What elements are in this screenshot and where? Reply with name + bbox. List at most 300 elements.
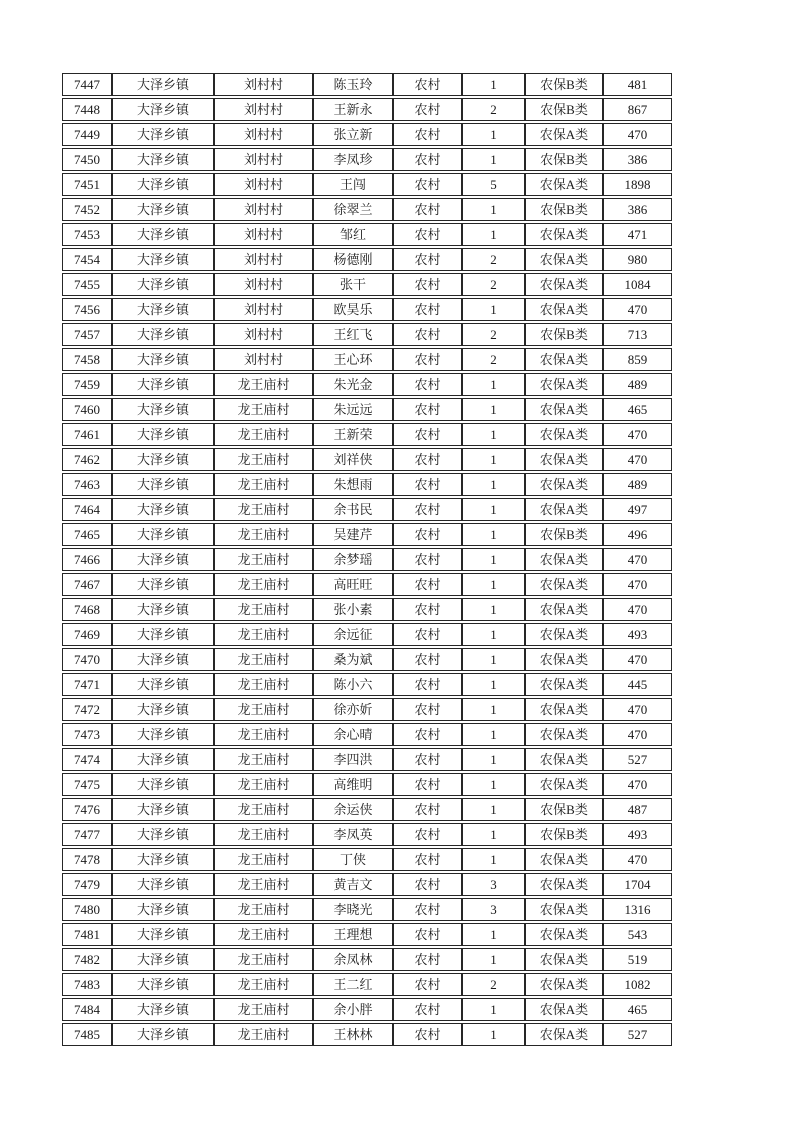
cell-person-name: 余远征 (313, 623, 393, 646)
cell-township: 大泽乡镇 (112, 223, 214, 246)
cell-insurance-type: 农保A类 (525, 748, 603, 771)
cell-person-name: 王新荣 (313, 423, 393, 446)
cell-township: 大泽乡镇 (112, 848, 214, 871)
cell-insurance-type: 农保A类 (525, 298, 603, 321)
cell-residence-type: 农村 (393, 998, 462, 1021)
cell-residence-type: 农村 (393, 598, 462, 621)
table-row (62, 898, 672, 921)
cell-amount: 713 (603, 323, 672, 346)
table-body (62, 73, 672, 1046)
cell-insurance-type: 农保A类 (525, 173, 603, 196)
cell-residence-type: 农村 (393, 98, 462, 121)
cell-person-count: 2 (462, 348, 525, 371)
cell-residence-type: 农村 (393, 298, 462, 321)
cell-amount: 386 (603, 148, 672, 171)
cell-insurance-type: 农保B类 (525, 823, 603, 846)
cell-residence-type: 农村 (393, 73, 462, 96)
cell-village: 刘村村 (214, 148, 313, 171)
cell-person-count: 1 (462, 223, 525, 246)
table-row (62, 448, 672, 471)
cell-person-count: 1 (462, 148, 525, 171)
cell-insurance-type: 农保A类 (525, 898, 603, 921)
cell-village: 龙王庙村 (214, 898, 313, 921)
cell-person-count: 1 (462, 598, 525, 621)
cell-village: 龙王庙村 (214, 373, 313, 396)
cell-person-name: 王二红 (313, 973, 393, 996)
cell-amount: 445 (603, 673, 672, 696)
cell-residence-type: 农村 (393, 248, 462, 271)
cell-person-count: 1 (462, 373, 525, 396)
cell-seq: 7451 (62, 173, 112, 196)
table-row (62, 748, 672, 771)
cell-seq: 7482 (62, 948, 112, 971)
cell-village: 龙王庙村 (214, 848, 313, 871)
table-row (62, 498, 672, 521)
cell-village: 刘村村 (214, 223, 313, 246)
table-row (62, 148, 672, 171)
table-row (62, 873, 672, 896)
cell-residence-type: 农村 (393, 348, 462, 371)
cell-township: 大泽乡镇 (112, 923, 214, 946)
table-row (62, 248, 672, 271)
cell-seq: 7450 (62, 148, 112, 171)
cell-seq: 7460 (62, 398, 112, 421)
cell-person-name: 徐亦妡 (313, 698, 393, 721)
cell-person-count: 1 (462, 848, 525, 871)
cell-amount: 489 (603, 473, 672, 496)
cell-seq: 7447 (62, 73, 112, 96)
cell-village: 刘村村 (214, 73, 313, 96)
cell-insurance-type: 农保B类 (525, 148, 603, 171)
cell-seq: 7464 (62, 498, 112, 521)
cell-township: 大泽乡镇 (112, 673, 214, 696)
cell-seq: 7472 (62, 698, 112, 721)
cell-village: 龙王庙村 (214, 723, 313, 746)
cell-residence-type: 农村 (393, 398, 462, 421)
cell-township: 大泽乡镇 (112, 298, 214, 321)
cell-person-name: 刘祥侠 (313, 448, 393, 471)
cell-village: 龙王庙村 (214, 798, 313, 821)
cell-township: 大泽乡镇 (112, 173, 214, 196)
cell-township: 大泽乡镇 (112, 748, 214, 771)
cell-person-count: 3 (462, 873, 525, 896)
cell-residence-type: 农村 (393, 573, 462, 596)
cell-person-name: 王闯 (313, 173, 393, 196)
cell-township: 大泽乡镇 (112, 98, 214, 121)
cell-person-count: 1 (462, 723, 525, 746)
cell-village: 龙王庙村 (214, 748, 313, 771)
cell-township: 大泽乡镇 (112, 498, 214, 521)
cell-person-count: 1 (462, 198, 525, 221)
cell-amount: 471 (603, 223, 672, 246)
cell-amount: 470 (603, 648, 672, 671)
cell-person-count: 2 (462, 323, 525, 346)
cell-amount: 496 (603, 523, 672, 546)
cell-amount: 1898 (603, 173, 672, 196)
table-row (62, 1023, 672, 1046)
cell-residence-type: 农村 (393, 423, 462, 446)
cell-residence-type: 农村 (393, 698, 462, 721)
cell-township: 大泽乡镇 (112, 348, 214, 371)
cell-person-name: 徐翠兰 (313, 198, 393, 221)
cell-amount: 859 (603, 348, 672, 371)
cell-person-count: 2 (462, 973, 525, 996)
cell-township: 大泽乡镇 (112, 873, 214, 896)
cell-amount: 527 (603, 1023, 672, 1046)
cell-person-name: 朱想雨 (313, 473, 393, 496)
cell-seq: 7457 (62, 323, 112, 346)
cell-insurance-type: 农保A类 (525, 273, 603, 296)
cell-township: 大泽乡镇 (112, 523, 214, 546)
table-row (62, 973, 672, 996)
cell-residence-type: 农村 (393, 548, 462, 571)
cell-township: 大泽乡镇 (112, 473, 214, 496)
table-row (62, 323, 672, 346)
cell-insurance-type: 农保A类 (525, 348, 603, 371)
cell-person-count: 1 (462, 123, 525, 146)
cell-person-name: 桑为斌 (313, 648, 393, 671)
cell-person-name: 张干 (313, 273, 393, 296)
cell-seq: 7453 (62, 223, 112, 246)
cell-residence-type: 农村 (393, 773, 462, 796)
cell-seq: 7458 (62, 348, 112, 371)
cell-person-count: 1 (462, 448, 525, 471)
cell-amount: 493 (603, 823, 672, 846)
cell-insurance-type: 农保A类 (525, 573, 603, 596)
cell-person-name: 张小素 (313, 598, 393, 621)
cell-person-name: 黄吉文 (313, 873, 393, 896)
cell-seq: 7473 (62, 723, 112, 746)
cell-seq: 7471 (62, 673, 112, 696)
cell-person-count: 2 (462, 98, 525, 121)
cell-insurance-type: 农保A类 (525, 923, 603, 946)
cell-residence-type: 农村 (393, 848, 462, 871)
cell-amount: 470 (603, 598, 672, 621)
cell-township: 大泽乡镇 (112, 648, 214, 671)
cell-insurance-type: 农保A类 (525, 698, 603, 721)
cell-person-count: 1 (462, 523, 525, 546)
cell-residence-type: 农村 (393, 948, 462, 971)
cell-person-count: 1 (462, 923, 525, 946)
cell-person-name: 李凤英 (313, 823, 393, 846)
cell-township: 大泽乡镇 (112, 323, 214, 346)
cell-person-name: 余梦瑶 (313, 548, 393, 571)
cell-seq: 7456 (62, 298, 112, 321)
cell-amount: 497 (603, 498, 672, 521)
cell-amount: 386 (603, 198, 672, 221)
cell-person-count: 1 (462, 948, 525, 971)
table-row (62, 223, 672, 246)
cell-seq: 7462 (62, 448, 112, 471)
cell-township: 大泽乡镇 (112, 548, 214, 571)
cell-residence-type: 农村 (393, 448, 462, 471)
cell-seq: 7461 (62, 423, 112, 446)
cell-residence-type: 农村 (393, 473, 462, 496)
table-row (62, 623, 672, 646)
cell-insurance-type: 农保A类 (525, 423, 603, 446)
cell-township: 大泽乡镇 (112, 773, 214, 796)
table-row (62, 473, 672, 496)
cell-township: 大泽乡镇 (112, 948, 214, 971)
cell-residence-type: 农村 (393, 498, 462, 521)
cell-insurance-type: 农保A类 (525, 948, 603, 971)
cell-village: 龙王庙村 (214, 923, 313, 946)
cell-village: 龙王庙村 (214, 998, 313, 1021)
cell-village: 刘村村 (214, 123, 313, 146)
cell-person-name: 高旺旺 (313, 573, 393, 596)
cell-insurance-type: 农保A类 (525, 723, 603, 746)
cell-village: 龙王庙村 (214, 698, 313, 721)
table-row (62, 698, 672, 721)
cell-village: 龙王庙村 (214, 623, 313, 646)
cell-village: 刘村村 (214, 298, 313, 321)
cell-seq: 7467 (62, 573, 112, 596)
cell-village: 龙王庙村 (214, 773, 313, 796)
table-row (62, 573, 672, 596)
cell-person-name: 丁侠 (313, 848, 393, 871)
cell-residence-type: 农村 (393, 823, 462, 846)
cell-seq: 7448 (62, 98, 112, 121)
cell-person-count: 1 (462, 498, 525, 521)
cell-person-name: 吴建芹 (313, 523, 393, 546)
cell-person-count: 1 (462, 573, 525, 596)
cell-insurance-type: 农保A类 (525, 448, 603, 471)
cell-seq: 7470 (62, 648, 112, 671)
cell-village: 龙王庙村 (214, 648, 313, 671)
cell-amount: 543 (603, 923, 672, 946)
cell-village: 龙王庙村 (214, 873, 313, 896)
cell-amount: 470 (603, 448, 672, 471)
cell-person-count: 1 (462, 1023, 525, 1046)
cell-person-count: 1 (462, 298, 525, 321)
cell-person-count: 1 (462, 623, 525, 646)
cell-residence-type: 农村 (393, 123, 462, 146)
cell-insurance-type: 农保B类 (525, 73, 603, 96)
cell-seq: 7485 (62, 1023, 112, 1046)
cell-township: 大泽乡镇 (112, 598, 214, 621)
cell-township: 大泽乡镇 (112, 898, 214, 921)
cell-amount: 470 (603, 548, 672, 571)
cell-insurance-type: 农保A类 (525, 773, 603, 796)
cell-amount: 1084 (603, 273, 672, 296)
table-row (62, 548, 672, 571)
cell-insurance-type: 农保B类 (525, 323, 603, 346)
table-row (62, 723, 672, 746)
cell-insurance-type: 农保A类 (525, 473, 603, 496)
cell-village: 龙王庙村 (214, 1023, 313, 1046)
cell-township: 大泽乡镇 (112, 623, 214, 646)
cell-amount: 519 (603, 948, 672, 971)
cell-person-count: 1 (462, 73, 525, 96)
cell-person-name: 陈玉玲 (313, 73, 393, 96)
cell-person-count: 1 (462, 998, 525, 1021)
table-row (62, 648, 672, 671)
cell-township: 大泽乡镇 (112, 723, 214, 746)
cell-person-name: 余运侠 (313, 798, 393, 821)
cell-township: 大泽乡镇 (112, 248, 214, 271)
cell-residence-type: 农村 (393, 223, 462, 246)
cell-person-count: 1 (462, 648, 525, 671)
cell-residence-type: 农村 (393, 148, 462, 171)
cell-seq: 7481 (62, 923, 112, 946)
cell-person-count: 5 (462, 173, 525, 196)
table-row (62, 298, 672, 321)
cell-insurance-type: 农保A类 (525, 498, 603, 521)
cell-amount: 470 (603, 573, 672, 596)
cell-township: 大泽乡镇 (112, 798, 214, 821)
cell-village: 刘村村 (214, 348, 313, 371)
cell-insurance-type: 农保A类 (525, 848, 603, 871)
cell-insurance-type: 农保A类 (525, 548, 603, 571)
cell-seq: 7466 (62, 548, 112, 571)
cell-seq: 7459 (62, 373, 112, 396)
cell-seq: 7465 (62, 523, 112, 546)
cell-insurance-type: 农保B类 (525, 798, 603, 821)
cell-amount: 489 (603, 373, 672, 396)
cell-seq: 7468 (62, 598, 112, 621)
cell-residence-type: 农村 (393, 273, 462, 296)
cell-insurance-type: 农保A类 (525, 1023, 603, 1046)
cell-village: 刘村村 (214, 248, 313, 271)
cell-residence-type: 农村 (393, 1023, 462, 1046)
cell-amount: 867 (603, 98, 672, 121)
cell-seq: 7463 (62, 473, 112, 496)
cell-insurance-type: 农保A类 (525, 248, 603, 271)
cell-village: 龙王庙村 (214, 973, 313, 996)
cell-village: 刘村村 (214, 323, 313, 346)
cell-township: 大泽乡镇 (112, 73, 214, 96)
cell-village: 龙王庙村 (214, 423, 313, 446)
cell-amount: 1082 (603, 973, 672, 996)
cell-person-name: 王理想 (313, 923, 393, 946)
cell-village: 刘村村 (214, 98, 313, 121)
cell-residence-type: 农村 (393, 648, 462, 671)
table-row (62, 948, 672, 971)
table-row (62, 373, 672, 396)
cell-person-count: 1 (462, 398, 525, 421)
cell-person-name: 朱远远 (313, 398, 393, 421)
cell-person-name: 余凤林 (313, 948, 393, 971)
cell-person-count: 1 (462, 798, 525, 821)
cell-residence-type: 农村 (393, 173, 462, 196)
cell-township: 大泽乡镇 (112, 973, 214, 996)
cell-residence-type: 农村 (393, 873, 462, 896)
cell-residence-type: 农村 (393, 923, 462, 946)
cell-person-count: 1 (462, 773, 525, 796)
cell-amount: 487 (603, 798, 672, 821)
cell-person-name: 王新永 (313, 98, 393, 121)
cell-village: 刘村村 (214, 273, 313, 296)
cell-township: 大泽乡镇 (112, 198, 214, 221)
cell-village: 龙王庙村 (214, 448, 313, 471)
cell-seq: 7455 (62, 273, 112, 296)
table-row (62, 273, 672, 296)
cell-person-count: 1 (462, 548, 525, 571)
cell-amount: 470 (603, 723, 672, 746)
cell-township: 大泽乡镇 (112, 573, 214, 596)
cell-person-name: 王林林 (313, 1023, 393, 1046)
table-row (62, 123, 672, 146)
cell-township: 大泽乡镇 (112, 698, 214, 721)
cell-seq: 7452 (62, 198, 112, 221)
cell-seq: 7476 (62, 798, 112, 821)
cell-amount: 481 (603, 73, 672, 96)
cell-person-name: 李凤珍 (313, 148, 393, 171)
cell-person-name: 王红飞 (313, 323, 393, 346)
cell-seq: 7475 (62, 773, 112, 796)
cell-person-count: 2 (462, 248, 525, 271)
cell-insurance-type: 农保A类 (525, 223, 603, 246)
cell-township: 大泽乡镇 (112, 998, 214, 1021)
cell-village: 龙王庙村 (214, 948, 313, 971)
cell-insurance-type: 农保A类 (525, 598, 603, 621)
cell-insurance-type: 农保A类 (525, 398, 603, 421)
cell-amount: 465 (603, 998, 672, 1021)
cell-amount: 493 (603, 623, 672, 646)
cell-insurance-type: 农保A类 (525, 623, 603, 646)
cell-seq: 7477 (62, 823, 112, 846)
cell-amount: 980 (603, 248, 672, 271)
table-row (62, 798, 672, 821)
cell-person-count: 1 (462, 748, 525, 771)
table-row (62, 348, 672, 371)
cell-person-name: 张立新 (313, 123, 393, 146)
cell-insurance-type: 农保B类 (525, 523, 603, 546)
cell-township: 大泽乡镇 (112, 273, 214, 296)
cell-residence-type: 农村 (393, 373, 462, 396)
cell-person-name: 邹红 (313, 223, 393, 246)
cell-seq: 7449 (62, 123, 112, 146)
cell-residence-type: 农村 (393, 898, 462, 921)
cell-seq: 7474 (62, 748, 112, 771)
table-row (62, 398, 672, 421)
cell-village: 龙王庙村 (214, 573, 313, 596)
cell-amount: 465 (603, 398, 672, 421)
table-row (62, 998, 672, 1021)
cell-amount: 470 (603, 698, 672, 721)
cell-village: 龙王庙村 (214, 598, 313, 621)
cell-amount: 470 (603, 773, 672, 796)
cell-residence-type: 农村 (393, 198, 462, 221)
table-row (62, 923, 672, 946)
cell-insurance-type: 农保A类 (525, 873, 603, 896)
cell-amount: 470 (603, 848, 672, 871)
table-row (62, 98, 672, 121)
table-row (62, 423, 672, 446)
cell-residence-type: 农村 (393, 623, 462, 646)
cell-insurance-type: 农保B类 (525, 98, 603, 121)
cell-person-count: 1 (462, 698, 525, 721)
cell-township: 大泽乡镇 (112, 123, 214, 146)
table-row (62, 523, 672, 546)
cell-seq: 7479 (62, 873, 112, 896)
cell-seq: 7469 (62, 623, 112, 646)
cell-village: 龙王庙村 (214, 523, 313, 546)
cell-insurance-type: 农保A类 (525, 123, 603, 146)
cell-person-name: 高维明 (313, 773, 393, 796)
cell-seq: 7478 (62, 848, 112, 871)
cell-person-name: 余小胖 (313, 998, 393, 1021)
cell-person-count: 1 (462, 473, 525, 496)
cell-residence-type: 农村 (393, 748, 462, 771)
cell-seq: 7454 (62, 248, 112, 271)
cell-township: 大泽乡镇 (112, 1023, 214, 1046)
cell-village: 龙王庙村 (214, 473, 313, 496)
insurance-roster-table (62, 71, 672, 1048)
cell-residence-type: 农村 (393, 723, 462, 746)
cell-person-count: 1 (462, 673, 525, 696)
cell-person-name: 余心晴 (313, 723, 393, 746)
